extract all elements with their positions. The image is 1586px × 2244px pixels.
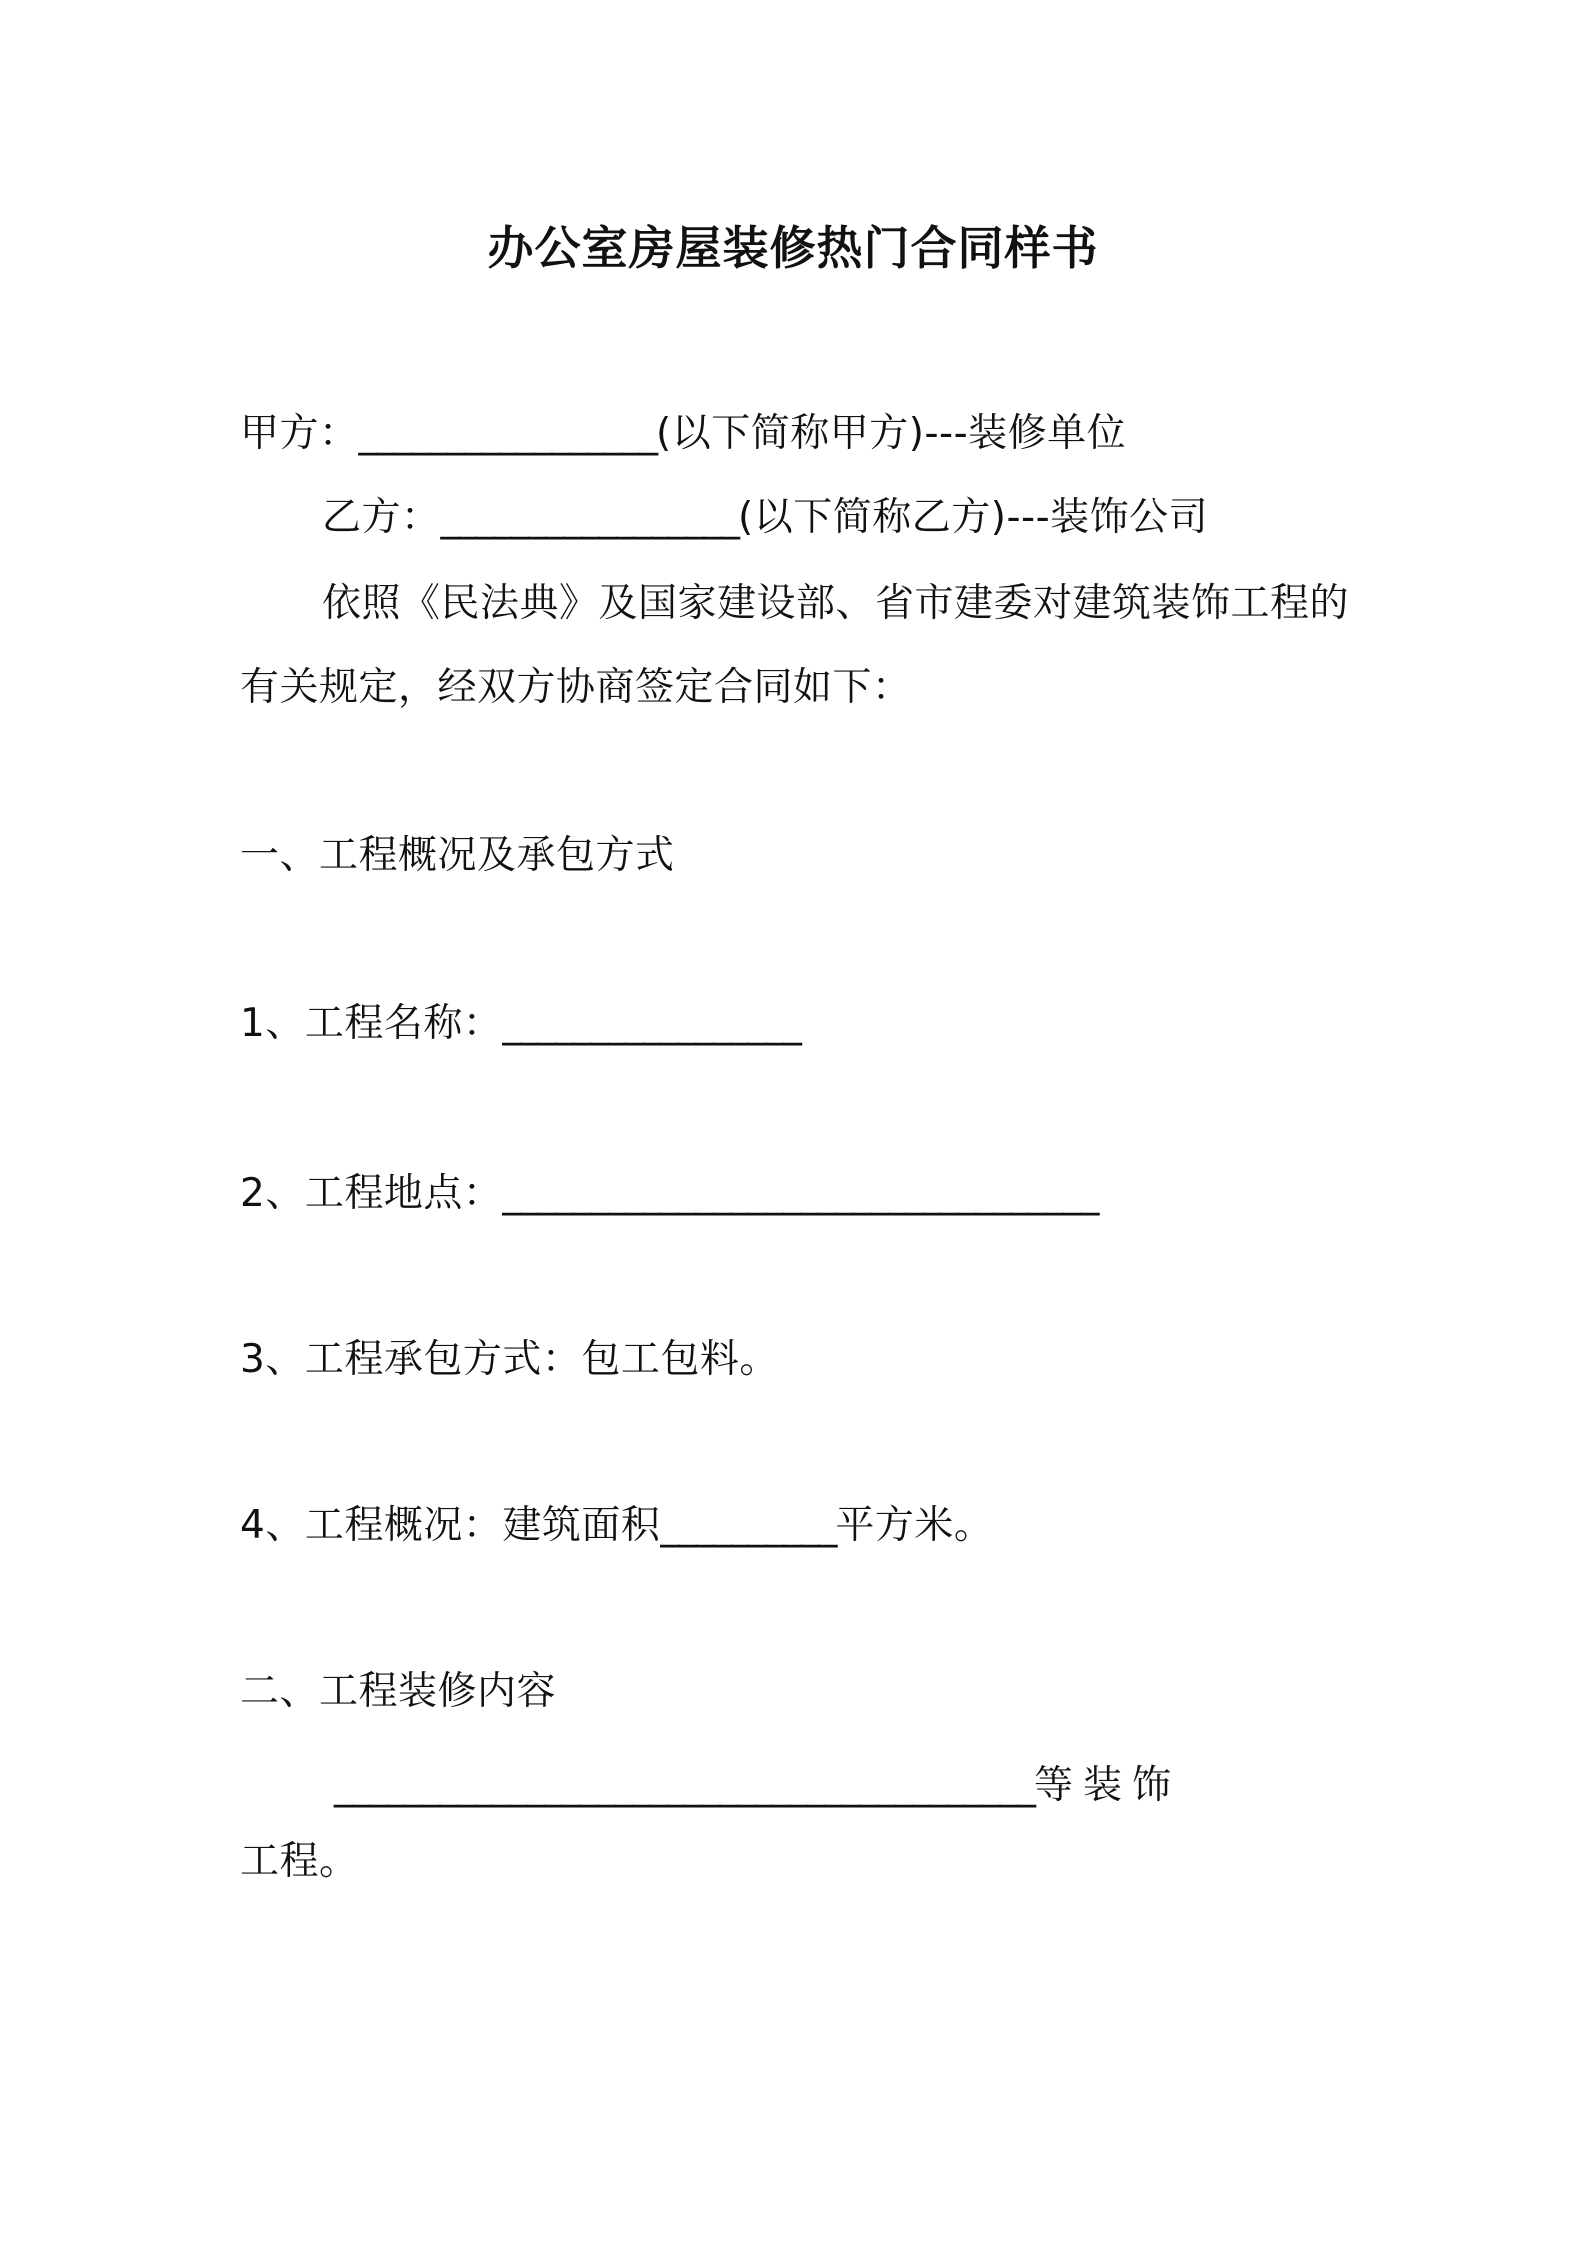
document-title: 办公室房屋装修热门合同样书 — [487, 221, 1099, 275]
party-b-line — [322, 494, 1208, 542]
item-4-label: 4、工程概况：建筑面积 — [240, 1503, 661, 1548]
item-4-line — [240, 1502, 993, 1550]
section-2-content-line-1 — [334, 1762, 1181, 1810]
section-2-content-suffix: 等装饰 — [1034, 1763, 1182, 1808]
section-2-content-line-2: 工程。 — [240, 1839, 359, 1884]
item-1-line — [240, 1000, 800, 1048]
preamble-line-1: 依照《民法典》及国家建设部、省市建委对建筑装饰工程的 — [322, 581, 1350, 626]
preamble-line-2: 有关规定，经双方协商签定合同如下： — [240, 665, 912, 710]
party-b-blank: _________________ — [440, 495, 739, 540]
item-2-label: 2、工程地点： — [240, 1171, 503, 1216]
party-b-label: 乙方： — [322, 495, 441, 540]
party-a-line — [240, 410, 1126, 458]
item-3-line: 3、工程承包方式：包工包料。 — [240, 1337, 779, 1382]
item-4-unit: 平方米。 — [835, 1503, 994, 1548]
section-1-heading: 一、工程概况及承包方式 — [240, 833, 675, 878]
party-a-suffix: (以下简称甲方)---装修单位 — [656, 411, 1127, 456]
item-4-blank: __________ — [660, 1503, 836, 1548]
section-2-heading: 二、工程装修内容 — [240, 1669, 557, 1714]
party-a-label: 甲方： — [240, 411, 359, 456]
party-a-blank: _________________ — [358, 411, 657, 456]
item-1-blank: _________________ — [502, 1001, 800, 1046]
item-2-blank: __________________________________ — [502, 1171, 1098, 1216]
section-2-content-blank: ________________________________________ — [334, 1763, 1034, 1808]
item-2-line — [240, 1170, 1097, 1218]
item-1-label: 1、工程名称： — [240, 1001, 503, 1046]
party-b-suffix: (以下简称乙方)---装饰公司 — [738, 495, 1209, 540]
